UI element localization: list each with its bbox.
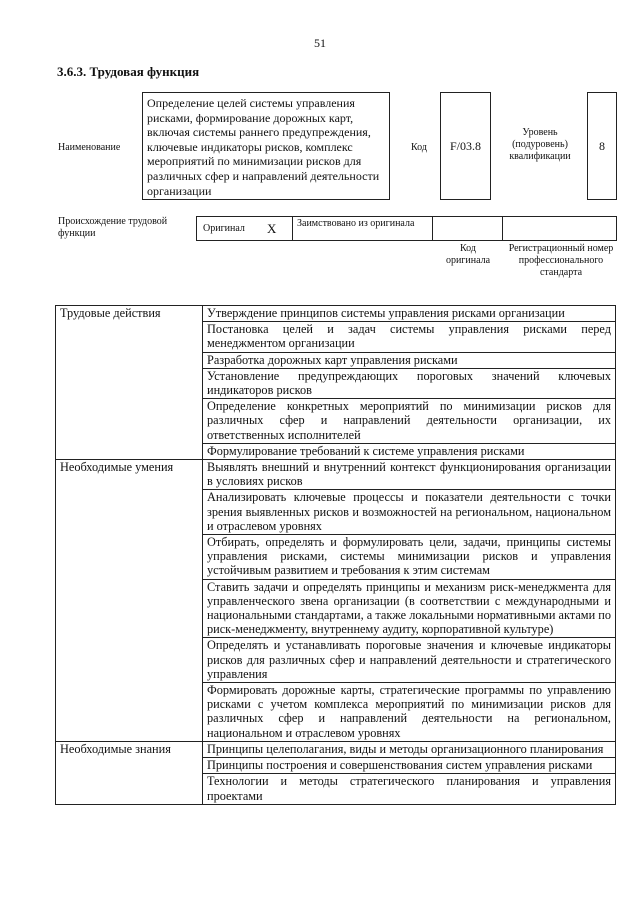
original-mark: X xyxy=(267,221,277,236)
item-cell: Установление предупреждающих пороговых значений ключевых индикаторов рисков xyxy=(203,368,616,398)
section-title: 3.6.3. Трудовая функция xyxy=(57,64,200,79)
category-cell: Трудовые действия xyxy=(56,306,203,460)
function-details-table xyxy=(55,305,616,805)
table-row xyxy=(56,460,616,490)
code-original-caption: Код оригинала xyxy=(445,243,491,266)
item-cell: Утверждение принципов системы управления рисками организации xyxy=(203,306,616,322)
origin-borrowed-cell xyxy=(292,216,433,241)
borrowed-label: Заимствовано из оригинала xyxy=(297,218,415,229)
origin-original-cell xyxy=(196,216,293,241)
item-cell: Технологии и методы стратегического планирования и управления проектами xyxy=(203,774,616,804)
category-cell: Необходимые знания xyxy=(56,741,203,804)
item-cell: Формулирование требований к системе управления рисками xyxy=(203,443,616,459)
item-cell: Формировать дорожные карты, стратегические программы по управлению рисками с учетом комплекса мероприятий по минимизации рисков для различных сфер и направлений деятельности на региональном, национальном и отраслевом уровнях xyxy=(203,683,616,742)
item-cell: Выявлять внешний и внутренний контекст функционирования организации в условиях рисков xyxy=(203,460,616,490)
function-name-box xyxy=(142,92,390,200)
item-cell: Определение конкретных мероприятий по минимизации рисков для различных сфер и направлений деятельности организации, их ответственных исполнителей xyxy=(203,399,616,444)
item-cell: Определять и устанавливать пороговые значения и ключевые индикаторы рисков для различных сфер и направлений деятельности и стратегического управления xyxy=(203,638,616,683)
name-label: Наименование xyxy=(58,142,121,153)
table-row xyxy=(56,306,616,322)
page-number: 51 xyxy=(314,36,326,50)
function-name-value: Определение целей системы управления рисками, формирование дорожных карт, включая системы раннего предупреждения, ключевые индикаторы рисков, комплекс мероприятий по минимизации рисков для различных сфер и направлений деятельности организации xyxy=(147,96,380,198)
item-cell: Постановка целей и задач системы управления рисками перед менеджментом организации xyxy=(203,322,616,352)
origin-label: Происхождение трудовой функции xyxy=(58,216,168,239)
original-label: Оригинал xyxy=(203,223,245,234)
item-cell: Разработка дорожных карт управления рисками xyxy=(203,352,616,368)
item-cell: Принципы построения и совершенствования систем управления рисками xyxy=(203,758,616,774)
code-value-box xyxy=(440,92,491,200)
level-value-box xyxy=(587,92,617,200)
table-row xyxy=(56,741,616,757)
item-cell: Отбирать, определять и формулировать цели, задачи, принципы системы управления рисками, системы минимизации рисков и управления устойчивым развитием и требования к этим системам xyxy=(203,535,616,580)
item-cell: Ставить задачи и определять принципы и механизм риск-менеджмента для управленческого звена организации (в соответствии с международными и национальными стандартами, а также локальными нормативными актами по риск-менеджменту, внутреннему аудиту, корпоративной культуре) xyxy=(203,579,616,638)
code-label: Код xyxy=(411,142,427,153)
level-value: 8 xyxy=(599,138,605,153)
code-value: F/03.8 xyxy=(449,138,481,153)
origin-reg-cell xyxy=(502,216,617,241)
item-cell: Анализировать ключевые процессы и показатели деятельности с точки зрения выявленных рисков и возможностей на региональном, национальном и отраслевом уровнях xyxy=(203,490,616,535)
category-cell: Необходимые умения xyxy=(56,460,203,742)
reg-number-caption: Регистрационный номер профессионального стандарта xyxy=(508,243,614,278)
origin-code-cell xyxy=(432,216,503,241)
level-label: Уровень (подуровень) квалификации xyxy=(509,127,571,162)
item-cell: Принципы целеполагания, виды и методы организационного планирования xyxy=(203,741,616,757)
